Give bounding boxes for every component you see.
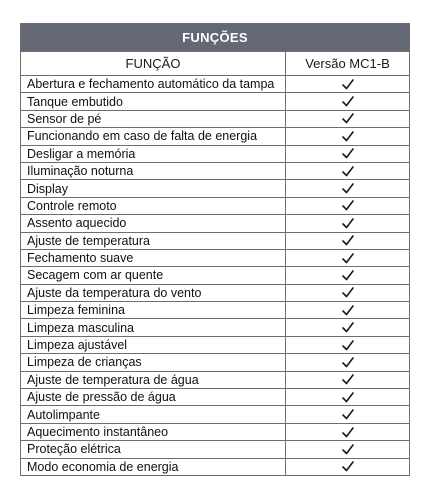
mc1b-availability-cell	[286, 459, 409, 475]
function-name-cell: Assento aquecido	[21, 215, 286, 231]
function-name-cell: Ajuste de temperatura de água	[21, 372, 286, 388]
function-name-cell: Limpeza de crianças	[21, 354, 286, 370]
check-icon	[342, 148, 354, 159]
table-header-row	[21, 51, 409, 75]
mc1b-availability-cell	[286, 406, 409, 422]
check-icon	[342, 183, 354, 194]
mc1b-availability-cell	[286, 215, 409, 231]
functions-table	[20, 23, 410, 476]
table-row	[21, 440, 409, 457]
table-row	[21, 301, 409, 318]
table-row	[21, 145, 409, 162]
table-row	[21, 162, 409, 179]
table-row	[21, 214, 409, 231]
check-icon	[342, 218, 354, 229]
function-name-cell: Abertura e fechamento automático da tampa	[21, 76, 286, 92]
table-row	[21, 127, 409, 144]
function-name-cell: Ajuste de temperatura	[21, 233, 286, 249]
table-row	[21, 336, 409, 353]
function-name-cell: Sensor de pé	[21, 111, 286, 127]
table-row	[21, 197, 409, 214]
check-icon	[342, 79, 354, 90]
mc1b-availability-cell	[286, 76, 409, 92]
mc1b-availability-cell	[286, 111, 409, 127]
check-icon	[342, 166, 354, 177]
function-name-cell: Proteção elétrica	[21, 441, 286, 457]
mc1b-availability-cell	[286, 319, 409, 335]
function-name-cell: Ajuste de pressão de água	[21, 389, 286, 405]
table-row	[21, 179, 409, 196]
table-row	[21, 405, 409, 422]
check-icon	[342, 340, 354, 351]
table-row	[21, 232, 409, 249]
mc1b-availability-cell	[286, 424, 409, 440]
function-name-cell: Desligar a memória	[21, 146, 286, 162]
check-icon	[342, 96, 354, 107]
function-name-cell: Iluminação noturna	[21, 163, 286, 179]
check-icon	[342, 322, 354, 333]
mc1b-availability-cell	[286, 389, 409, 405]
mc1b-availability-cell	[286, 302, 409, 318]
mc1b-availability-cell	[286, 146, 409, 162]
mc1b-availability-cell	[286, 180, 409, 196]
table-row	[21, 458, 409, 475]
check-icon	[342, 131, 354, 142]
table-row	[21, 266, 409, 283]
table-row	[21, 249, 409, 266]
mc1b-availability-cell	[286, 267, 409, 283]
check-icon	[342, 392, 354, 403]
function-name-cell: Secagem com ar quente	[21, 267, 286, 283]
table-row	[21, 423, 409, 440]
table-row	[21, 371, 409, 388]
function-name-cell: Aquecimento instantâneo	[21, 424, 286, 440]
table-body	[21, 75, 409, 475]
function-name-cell: Ajuste da temperatura do vento	[21, 285, 286, 301]
check-icon	[342, 113, 354, 124]
mc1b-availability-cell	[286, 337, 409, 353]
function-name-cell: Display	[21, 180, 286, 196]
check-icon	[342, 235, 354, 246]
table-row	[21, 92, 409, 109]
check-icon	[342, 253, 354, 264]
table-row	[21, 388, 409, 405]
mc1b-availability-cell	[286, 354, 409, 370]
function-name-cell: Autolimpante	[21, 406, 286, 422]
mc1b-availability-cell	[286, 128, 409, 144]
table-row	[21, 75, 409, 92]
mc1b-availability-cell	[286, 233, 409, 249]
mc1b-availability-cell	[286, 163, 409, 179]
table-row	[21, 353, 409, 370]
mc1b-availability-cell	[286, 198, 409, 214]
mc1b-availability-cell	[286, 93, 409, 109]
table-title: FUNÇÕES	[21, 24, 409, 51]
mc1b-availability-cell	[286, 372, 409, 388]
function-name-cell: Tanque embutido	[21, 93, 286, 109]
function-column-header: FUNÇÃO	[21, 52, 286, 75]
check-icon	[342, 357, 354, 368]
check-icon	[342, 409, 354, 420]
check-icon	[342, 305, 354, 316]
check-icon	[342, 374, 354, 385]
mc1b-availability-cell	[286, 250, 409, 266]
function-name-cell: Controle remoto	[21, 198, 286, 214]
table-row	[21, 318, 409, 335]
check-icon	[342, 200, 354, 211]
function-name-cell: Limpeza ajustável	[21, 337, 286, 353]
table-row	[21, 284, 409, 301]
function-name-cell: Funcionando em caso de falta de energia	[21, 128, 286, 144]
table-row	[21, 110, 409, 127]
check-icon	[342, 427, 354, 438]
check-icon	[342, 461, 354, 472]
function-name-cell: Limpeza feminina	[21, 302, 286, 318]
function-name-cell: Limpeza masculina	[21, 319, 286, 335]
function-name-cell: Modo economia de energia	[21, 459, 286, 475]
function-name-cell: Fechamento suave	[21, 250, 286, 266]
version-column-header: Versão MC1-B	[305, 56, 390, 71]
check-icon	[342, 270, 354, 281]
check-icon	[342, 444, 354, 455]
mc1b-availability-cell	[286, 441, 409, 457]
mc1b-availability-cell	[286, 285, 409, 301]
check-icon	[342, 287, 354, 298]
